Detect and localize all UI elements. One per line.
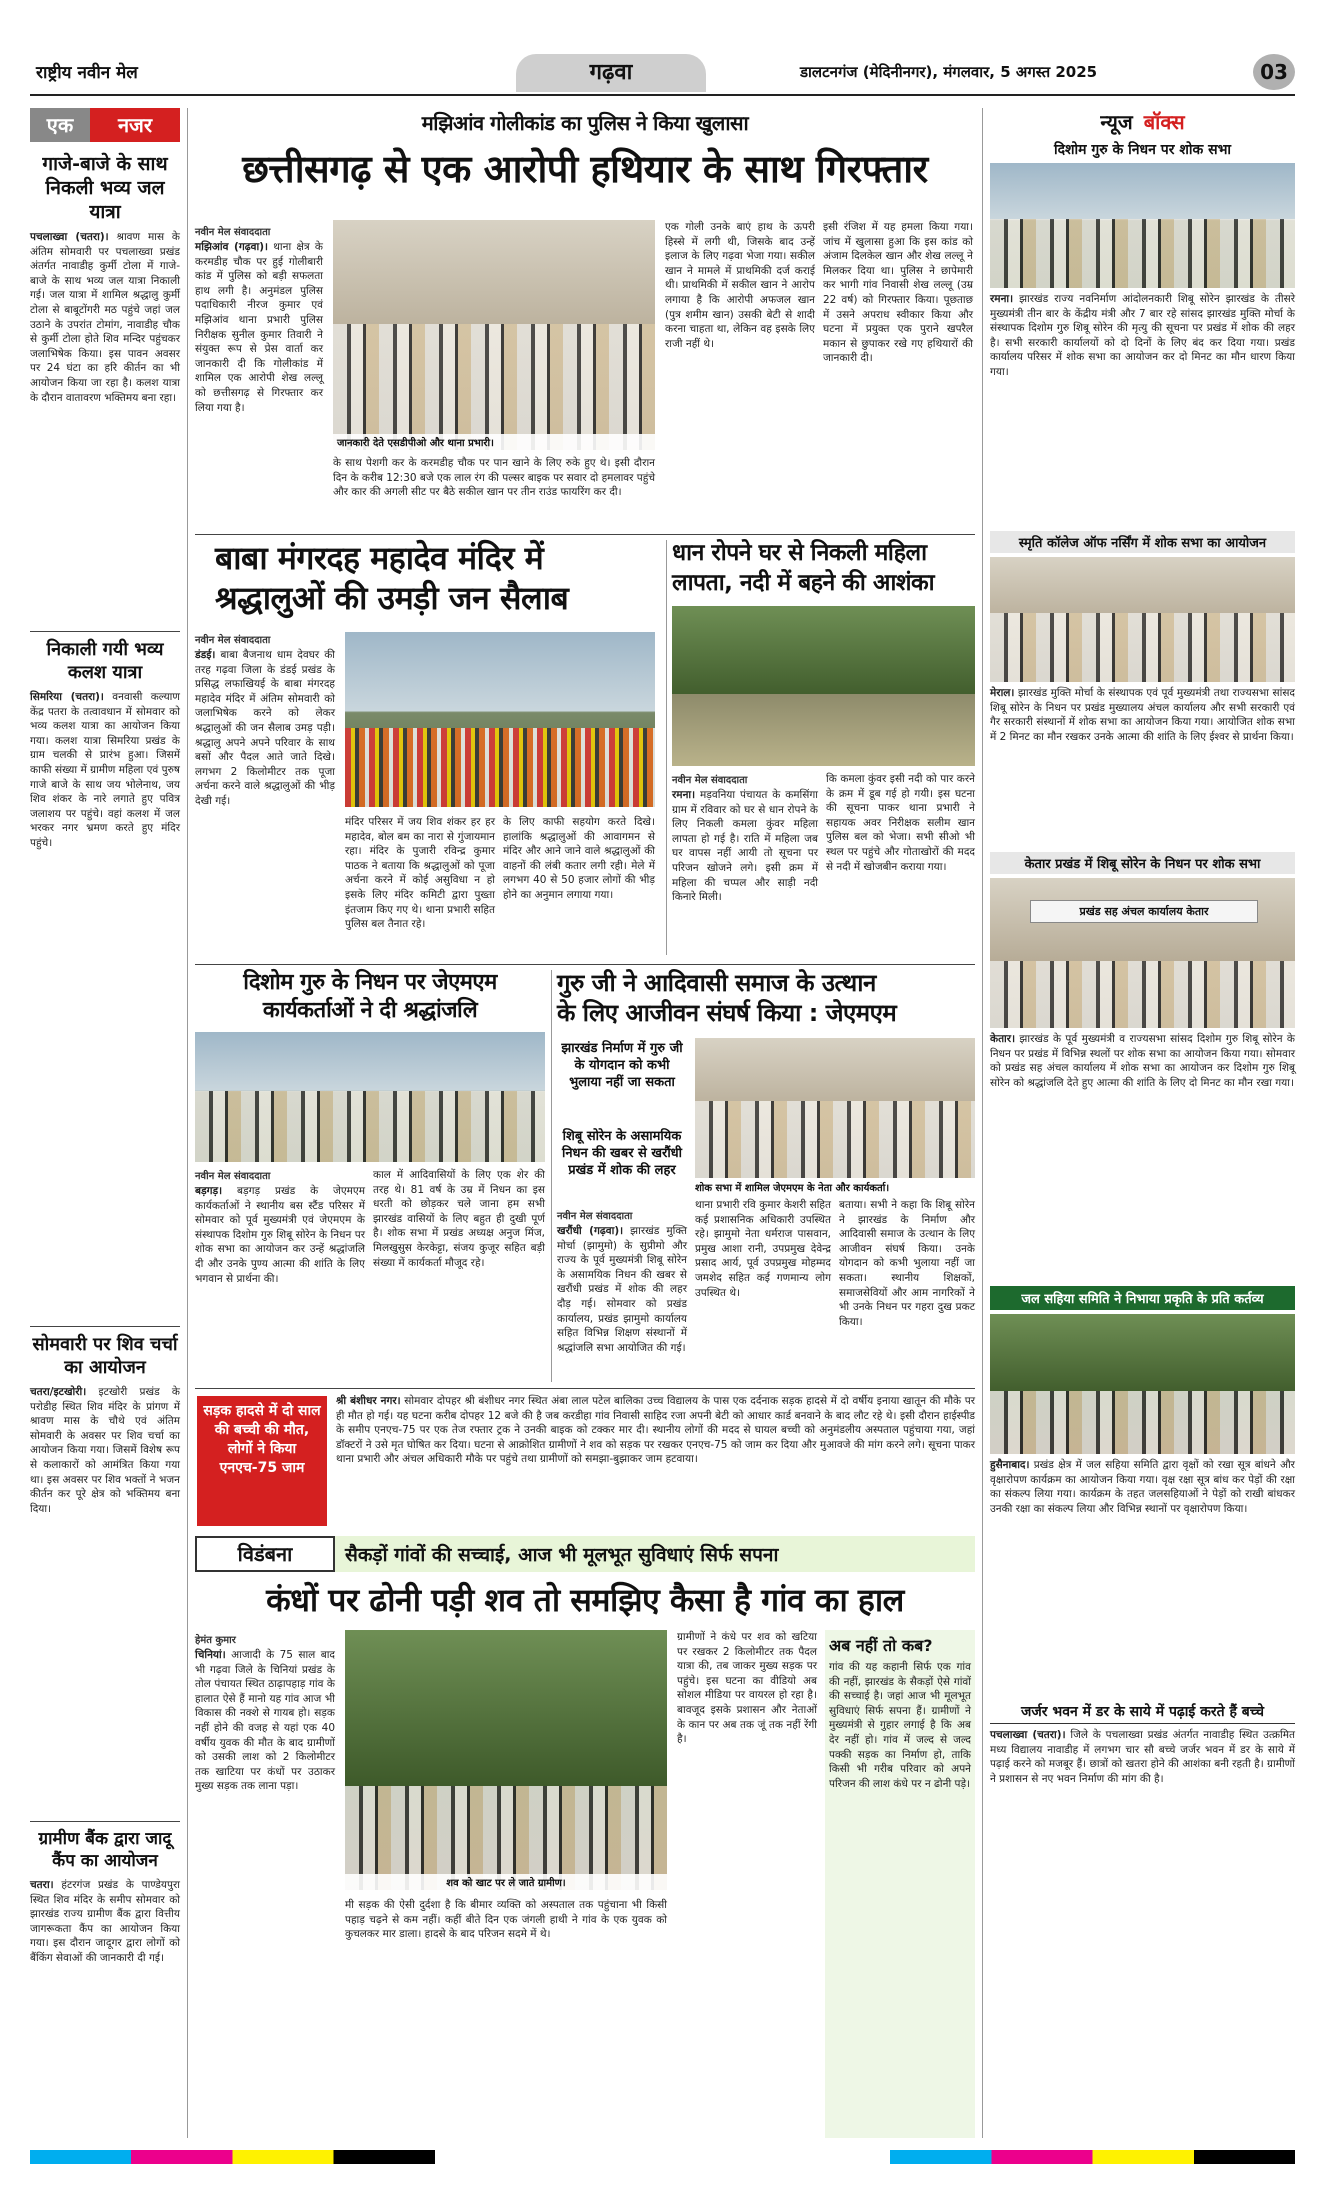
disom-headline-1: दिशोम गुरु के निधन पर जेएमएम	[243, 970, 497, 995]
news-box-column	[990, 108, 1299, 2143]
news-box-item-4	[990, 1286, 1299, 1698]
lead-story	[195, 108, 975, 528]
disom-headline-2: कार्यकर्ताओं ने दी श्रद्धांजलि	[262, 998, 478, 1023]
ek-nazar-story-1	[30, 152, 184, 625]
vidambana-col-3: ग्रामीणों ने कंधे पर शव को खटिया पर रखकर 2 किलोमीटर तक पैदल यात्रा की, तब जाकर मुख्य सड़क पर पहुंचे। इस घटना का वीडियो अब सोशल मीडिया पर वायरल हो रहा है। बावजूद इसके प्रशासन और नेताओं के कान पर अब तक जूं तक नहीं रेंगी है।	[677, 1631, 821, 1746]
ab-nahi-box	[825, 1630, 975, 2138]
accident-body: श्री बंशीधर नगर। सोमवार दोपहर श्री बंशीधर नगर स्थित अंबा लाल पटेल बालिका उच्च विद्यालय के पास एक दर्दनाक सड़क हादसे में दो वर्षीय इनाया खातून की मौके पर ही मौत हो गई। यह घटना करीब दोपहर 12 बजे की है जब करडीहा गांव निवासी साहिद रजा अपनी बेटी को आधार कार्ड बनवाने के बाद लौट रहे थे। इसी दौरान हाईस्पीड के समीप एनएच-75 पर एक तेज रफ्तार ट्रक ने उनकी बाइक को टक्कर मार दी। स्थानीय लोगों की मदद से घायल बच्ची को अनुमंडलीय अस्पताल पहुंचाया गया, जहां डॉक्टरों ने उसे मृत घोषित कर दिया। घटना से आक्रोशित ग्रामीणों ने शव को सड़क पर रखकर एनएच-75 को जाम कर दिया और मुआवजे की मांग करने लगे। सूचना पाकर थाना प्रभारी और अंचल अधिकारी मौके पर पहुंचे तथा ग्रामीणों को समझा-बुझाकर जाम हटवाया।	[336, 1395, 979, 1466]
office-sign: प्रखंड सह अंचल कार्यालय केतार	[1030, 900, 1258, 923]
item-title: जल सहिया समिति ने निभाया प्रकृति के प्रति कर्तव्य	[990, 1286, 1295, 1310]
guruji-col-3: बताया। सभी ने कहा कि शिबू सोरेन ने झारखंड के निर्माण और आदिवासी समाज के उत्थान के लिए आजीवन संघर्ष किया। उनके योगदान को कभी भुलाया नहीं जा सकता। स्थानीय शिक्षकों, समाजसेवियों और आम नागरिकों ने भी उनके निधन पर गहरा दुख प्रकट किया।	[839, 1199, 979, 1328]
guruji-headline-1: गुरु जी ने आदिवासी समाज के उत्थान	[557, 969, 876, 997]
vidambana-kicker: सैकड़ों गांवों की सच्चाई, आज भी मूलभूत सुविधाएं सिर्फ सपना	[345, 1544, 779, 1566]
news-box-tag	[990, 108, 1295, 140]
dhaan-headline-2: लापता, नदी में बहने की आशंका	[672, 570, 935, 596]
item-body: हुसैनाबाद। प्रखंड क्षेत्र में जल सहिया समिति द्वारा वृक्षों को रखा सूत्र बांधने और वृक्षारोपण कार्यक्रम का आयोजन किया गया। वृक्ष रक्षा सूत्र बांध कर पेड़ों की रक्षा का संकल्प लिया गया। कार्यक्रम के तहत जलसहियाओं ने पेड़ों को राखी बांधकर उनकी रक्षा का संकल्प लिया और विभिन्न स्थानों पर वृक्षारोपण किया।	[990, 1459, 1299, 1515]
ek-nazar-tag-left: एक	[30, 108, 90, 142]
vidambana-story	[195, 1630, 975, 2140]
story-body: पचलाख्वा (चतरा)। श्रावण मास के अंतिम सोमवारी पर पचलाख्वा प्रखंड अंतर्गत नावाडीह कुर्मी टोला में गाजे-बाजे के साथ भव्य जल यात्रा निकाली गई। जल यात्रा में शामिल श्रद्धालु कुर्मी टोला से बाबूटोंगरी मठ पहुंचे जहां जल उठाने के उपरांत टोमांग, नावाडीह चौक से कुर्मी टोला होते शिव मन्दिर पहुंचकर जलाभिषेक किया। इस पावन अवसर पर 24 घंटा का हरि कीर्तन का भी आयोजन किया जा रहा है। कलश यात्रा के दौरान वातावरण भक्तिमय बना रहा।	[30, 231, 184, 404]
guruji-col-2: थाना प्रभारी रवि कुमार केशरी सहित कई प्रशासनिक अधिकारी उपस्थित रहे। झामुमो नेता धर्मराज पासवान, प्रमुख आशा रानी, उपप्रमुख देवेन्द्र प्रसाद आर्य, पूर्व उपप्रमुख मोहम्मद जमशेद सहित कई गणमान्य लोग उपस्थित थे।	[695, 1199, 835, 1299]
dhaan-photo	[672, 606, 975, 766]
ek-nazar-story-2	[30, 638, 184, 1320]
masthead	[30, 52, 1295, 96]
dhaan-story	[672, 540, 979, 960]
guruji-headline-2: के लिए आजीवन संघर्ष किया : जेएमएम	[557, 999, 897, 1027]
guruji-photo-caption: शोक सभा में शामिल जेएमएम के नेता और कार्यकर्ता।	[695, 1183, 890, 1194]
news-box-tag-right: बॉक्स	[1143, 110, 1185, 134]
page-number: 03	[1260, 60, 1288, 84]
lead-byline: नवीन मेल संवाददाता	[195, 227, 271, 238]
page-number-badge	[1253, 54, 1295, 90]
news-box-item-2	[990, 531, 1299, 848]
baba-col-1: डंडई। बाबा बैजनाथ धाम देवघर की तरह गढ़वा जिला के डंडई प्रखंड के प्रसिद्ध लफाखियई के बाबा मंगरदह महादेव मंदिर में अंतिम सोमवारी को जलाभिषेक करने को लेकर श्रद्धालुओं की जन सैलाब उमड़ पड़ी। श्रद्धालु अपने अपने परिवार के साथ बसों और पैदल आते जाते दिखे। लगभग 2 किलोमीटर तक पूजा अर्चना करने वाले श्रद्धालुओं की भीड़ देखी गई।	[195, 649, 339, 807]
guruji-story	[557, 969, 979, 1385]
vidambana-photo	[345, 1630, 667, 1890]
ek-nazar-tag	[30, 108, 180, 142]
item-photo	[990, 1314, 1295, 1454]
story-body: सिमरिया (चतरा)। वनवासी कल्याण केंद्र पतरा के तत्वावधान में सोमवार को भव्य कलश यात्रा का आयोजन किया गया। कलश यात्रा सिमरिया प्रखंड के ग्राम चलकी से प्रारंभ हुआ। जिसमें काफी संख्या में ग्रामीण महिला एवं पुरुष गाजे बाजे के साथ जय भोलेनाथ, जय शिव शंकर के नारे लगाते हुए पवित्र जलाशय पर पहुंचे। वहां कलश में जल भरकर नगर भ्रमण करते हुए मंदिर पहुंचे।	[30, 691, 184, 849]
guruji-col-1: खरौंधी (गढ़वा)। झारखंड मुक्ति मोर्चा (झामुमो) के सुप्रीमो और राज्य के पूर्व मुख्यमंत्री शिबू सोरेन के असामयिक निधन की खबर से खरौंधी प्रखंड में शोक की लहर दौड़ गई। सोमवार को प्रखंड कार्यालय, प्रखंड झामुमो कार्यालय सहित विभिन्न शिक्षण संस्थानों में श्रद्धांजलि सभा आयोजित की गई।	[557, 1225, 691, 1354]
disom-photo	[195, 1032, 545, 1162]
vidambana-col-1: चिनियां। आजादी के 75 साल बाद भी गढ़वा जिले के चिनियां प्रखंड के तोल पंचायत स्थित ठाढ़ापहाड़ गांव के हालात ऐसे हैं मानो यह गांव आज भी विकास की नक्शे से गायब हो। सड़क नहीं होने की वजह से यहां एक 40 वर्षीय युवक की मौत के बाद ग्रामीणों को उसकी लाश को 2 किलोमीटर तक खाटिया पर कंधों पर उठाकर मुख्य सड़क तक लाना पड़ा।	[195, 1649, 339, 1793]
guruji-pull-2: शिबू सोरेन के असामयिक निधन की खबर से खरौंधी प्रखंड में शोक की लहर	[561, 1129, 683, 1178]
baba-story	[195, 540, 660, 960]
baba-byline: नवीन मेल संवाददाता	[195, 635, 271, 646]
disom-col-2: काल में आदिवासियों के लिए एक शेर की तरह थे। 81 वर्ष के उम्र में निधन का इस धरती को छोड़कर चले जाना हम सभी झारखंड वासियों के लिए बहुत ही दुखी पूर्ण है। शोक सभा में प्रखंड अध्यक्ष अनुज मिंज, मिलखुसुस केरकेट्टा, संजय कुजूर सहित बड़ी संख्या में कार्यकर्ता मौजूद रहे।	[373, 1169, 549, 1269]
lead-kicker: मझिआंव गोलीकांड का पुलिस ने किया खुलासा	[421, 111, 749, 135]
vidambana-headline: कंधों पर ढोनी पड़ी शव तो समझिए कैसा है गांव का हाल	[266, 1581, 904, 1619]
accident-title: सड़क हादसे में दो साल की बच्ची की मौत, लोगों ने किया एनएच-75 जाम	[203, 1403, 321, 1476]
story-title: ग्रामीण बैंक द्वारा जादू कैंप का आयोजन	[38, 1829, 172, 1871]
disom-story	[195, 970, 549, 1385]
item-photo	[990, 557, 1295, 682]
vidambana-byline: हेमंत कुमार	[195, 1635, 236, 1646]
dhaan-byline: नवीन मेल संवाददाता	[672, 775, 748, 786]
story-title: सोमवारी पर शिव चर्चा का आयोजन	[32, 1334, 178, 1378]
vidambana-tag: विडंबना	[195, 1536, 335, 1572]
item-photo	[990, 163, 1295, 288]
guruji-pull-1: झारखंड निर्माण में गुरु जी के योगदान को कभी भुलाया नहीं जा सकता	[561, 1041, 683, 1090]
story-title: गाजे-बाजे के साथ निकली भव्य जल यात्रा	[42, 153, 168, 223]
dhaan-headline-1: धान रोपने घर से निकली महिला	[672, 540, 927, 566]
story-body: चतरा। हंटरगंज प्रखंड के पाण्डेयपुरा स्थित शिव मंदिर के समीप सोमवार को झारखंड राज्य ग्रामीण बैंक द्वारा वित्तीय जागरूकता कैंप का आयोजन किया गया। इस दौरान जादूगर द्वारा लोगों को बैंकिंग सेवाओं की जानकारी दी गई।	[30, 1879, 184, 1964]
item-photo	[990, 878, 1295, 1028]
dhaan-col-1: रमना। मड़वनिया पंचायत के कमसिंगा ग्राम में रविवार को घर से धान रोपने के लिए निकली कमला कुंवर महिला लापता हो गई है। राति में महिला जब घर वापस नहीं आयी तो सूचना पर परिजन खोजने लगे। इसी क्रम में महिला की चप्पल और साड़ी नदी किनारे मिली।	[672, 789, 822, 904]
news-box-item-5	[990, 1702, 1299, 1943]
baba-headline-1: बाबा मंगरदह महादेव मंदिर में	[215, 539, 544, 577]
masthead-dateline: डालटनगंज (मेदिनीनगर), मंगलवार, 5 अगस्त 2025	[800, 63, 1098, 81]
item-title: जर्जर भवन में डर के साये में पढ़ाई करते हैं बच्चे	[990, 1702, 1295, 1724]
print-color-bar	[30, 2150, 1295, 2164]
lead-photo	[333, 220, 655, 450]
disom-byline: नवीन मेल संवाददाता	[195, 1171, 271, 1182]
lead-col-3: एक गोली उनके बाएं हाथ के ऊपरी हिस्से में लगी थी, जिसके बाद उन्हें इलाज के लिए गढ़वा भेजा गया। सकील खान ने मामले में प्राथमिकी दर्ज कराई थी। प्राथमिकी में सकील खान ने आरोप लगाया है कि आरोपी अफजल खान (पुत्र शमीम खान) उसकी बेटी से शादी करना चाहता था, लेकिन वह इसके लिए राजी नहीं थे।	[665, 221, 819, 350]
photo-caption: शव को खाट पर ले जाते ग्रामीण।	[345, 1874, 667, 1890]
item-title: दिशोम गुरु के निधन पर शोक सभा	[1053, 142, 1232, 158]
baba-photo	[345, 632, 655, 807]
accident-title-box	[197, 1396, 327, 1526]
section-tab	[516, 54, 706, 92]
section-name: गढ़वा	[589, 60, 633, 85]
lead-col-1: मझिआंव (गढ़वा)। थाना क्षेत्र के करमडीह चौक पर हुई गोलीबारी कांड में पुलिस को बड़ी सफलता हाथ लगी है। अनुमंडल पुलिस पदाधिकारी नीरज कुमार एवं मझिआंव थाना प्रभारी पुलिस निरीक्षक सुनील कुमार तिवारी ने संयुक्त रूप से प्रेस वार्ता कर जानकारी दी कि गोलीकांड में शामिल एक आरोपी शेख लल्लू को छत्तीसगढ़ से गिरफ्तार कर लिया गया है।	[195, 241, 327, 414]
item-body: रमना। झारखंड राज्य नवनिर्माण आंदोलनकारी शिबू सोरेन झारखंड के तीसरे मुख्यमंत्री तीन बार के केंद्रीय मंत्री और 7 बार रहे सांसद झारखंड मुक्ति मोर्चा के संस्थापक दिशोम गुरु शिबू सोरेन की मृत्यु की सूचना पर प्रखंड में शोक की लहर है। सभी सरकारी कार्यालयों को दो दिनों के लिए बंद कर दिया गया। प्रखंड कार्यालय परिसर में शोक सभा का आयोजन कर दो मिनट का मौन धारण किया गया।	[990, 293, 1299, 378]
baba-col-3: के लिए काफी सहयोग करते दिखे। हालांकि श्रद्धालुओं की आवागमन से मंदिर और आने जाने वाले श्रद्धालुओं की वाहनों की लंबी कतार लगी रही। मेले में लगभग 40 से 50 हजार लोगों की भीड़ होने का अनुमान लगाया गया।	[503, 816, 659, 901]
baba-headline-2: श्रद्धालुओं की उमड़ी जन सैलाब	[215, 579, 569, 617]
guruji-byline: नवीन मेल संवाददाता	[557, 1211, 633, 1222]
ek-nazar-story-3	[30, 1333, 184, 1815]
item-body: पचलाख्वा (चतरा)। जिले के पचलाख्वा प्रखंड अंतर्गत नावाडीह स्थित उत्क्रमित मध्य विद्यालय नावाडीह में लगभग चार सौ बच्चे जर्जर भवन में डर के साये में पढ़ाई करने को मजबूर हैं। छात्रों को खतरा होने की आशंका बनी रहती है। ग्रामीणों ने प्रशासन से नए भवन निर्माण की मांग की है।	[990, 1729, 1299, 1785]
lead-headline: छत्तीसगढ़ से एक आरोपी हथियार के साथ गिरफ्तार	[242, 147, 928, 191]
dhaan-col-2: कि कमला कुंवर इसी नदी को पार करने के क्रम में डूब गई हो गयी। इस घटना की सूचना पाकर थाना प्रभारी ने सहायक अवर निरीक्षक सलीम खान पुलिस बल को भेजा। सभी सीओ भी स्थल पर पहुंचे और गोताखोरों की मदद से नदी में खोजबीन कराया गया।	[826, 773, 979, 873]
item-title: केतार प्रखंड में शिबू सोरेन के निधन पर शोक सभा	[990, 852, 1295, 874]
disom-col-1: बड़गड़। बड़गड़ प्रखंड के जेएमएम कार्यकर्ताओं ने स्थानीय बस स्टैंड परिसर में सोमवार को पूर्व मुख्यमंत्री एवं जेएमएम के संस्थापक दिशोम गुरु शिबू सोरेन के निधन पर शोक सभा का आयोजन कर उन्हें श्रद्धांजलि दी और उनके पुण्य आत्मा की शांति के लिए भगवान से प्रार्थना की।	[195, 1185, 369, 1285]
news-box-item-3	[990, 852, 1299, 1282]
lead-col-2: के साथ पेशगी कर के करमडीह चौक पर पान खाने के लिए रुके हुए थे। इसी दौरान दिन के करीब 12:30 बजे एक लाल रंग की पल्सर बाइक पर सवार दो हमलावर पहुंचे और कार की अगली सीट पर बैठे सकील खान पर तीन राउंड फायरिंग कर दी।	[333, 457, 659, 499]
ab-nahi-title: अब नहीं तो कब?	[829, 1636, 933, 1655]
paper-name: राष्ट्रीय नवीन मेल	[36, 63, 138, 83]
guruji-photo	[695, 1038, 975, 1178]
item-title: स्मृति कॉलेज ऑफ नर्सिंग में शोक सभा का आयोजन	[990, 531, 1295, 553]
item-body: केतार। झारखंड के पूर्व मुख्यमंत्री व राज्यसभा सांसद दिशोम गुरु शिबू सोरेन के निधन पर प्रखंड में विभिन्न स्थलों पर शोक सभा का आयोजन किया गया। सोमवार को प्रखंड सह अंचल कार्यालय में शोक सभा का आयोजन कर दिशोम गुरु शिबू सोरेन को श्रद्धांजलि देते हुए आत्मा की शांति के लिए दो मिनट का मौन रखा गया।	[990, 1033, 1299, 1089]
story-body: चतरा/इटखोरी। इटखोरी प्रखंड के परोडीह स्थित शिव मंदिर के प्रांगण में श्रावण मास के चौथे एवं अंतिम सोमवारी के अवसर पर शिव चर्चा का आयोजन किया गया। जिसमें विशेष रूप से कलाकारों को आमंत्रित किया गया था। इस अवसर पर शिव भक्तों ने भजन कीर्तन कर पूरे क्षेत्र को भक्तिमय बना दिया।	[30, 1386, 184, 1515]
vidambana-banner	[195, 1536, 975, 1572]
item-body: मेराल। झारखंड मुक्ति मोर्चा के संस्थापक एवं पूर्व मुख्यमंत्री तथा राज्यसभा सांसद शिबू सोरेन के निधन पर प्रखंड मुख्यालय अंचल कार्यालय और सभी सरकारी एवं गैर सरकारी संस्थानों में शोक सभा का आयोजन किया गया। आयोजित शोक सभा में 2 मिनट का मौन रखकर उनके आत्मा की शांति के लिए ईश्वर से प्रार्थना किया।	[990, 687, 1299, 743]
ek-nazar-tag-right: नजर	[90, 108, 180, 142]
story-title: निकाली गयी भव्य कलश यात्रा	[46, 639, 164, 683]
news-box-tag-left: न्यूज	[1100, 110, 1133, 134]
vidambana-col-2: मी सड़क की ऐसी दुर्दशा है कि बीमार व्यक्ति को अस्पताल तक पहुंचाना भी किसी पहाड़ चढ़ने से कम नहीं। कहीं बीते दिन एक जंगली हाथी ने गांव के एक युवक को कुचलकर मार डाला। हादसे के बाद परिजन सदमे में थे।	[345, 1899, 671, 1941]
baba-col-2: मंदिर परिसर में जय शिव शंकर हर हर महादेव, बोल बम का नारा से गुंजायमान रहा। मंदिर के पुजारी रविन्द्र कुमार पाठक ने बताया कि श्रद्धालुओं को पूजा अर्चना करने में कोई असुविधा न हो इसके लिए मंदिर कमिटी द्वारा पुख्ता इंतजाम किए गए थे। थाना प्रभारी सहित पुलिस बल तैनात रहे।	[345, 816, 499, 931]
ab-nahi-text: गांव की यह कहानी सिर्फ एक गांव की नहीं, झारखंड के सैकड़ों ऐसे गांवों की सच्चाई है। जहां आज भी मूलभूत सुविधाएं सिर्फ सपना हैं। ग्रामीणों ने मुख्यमंत्री से गुहार लगाई है कि अब देर नहीं हो। गांव में जल्द से जल्द पक्की सड़क का निर्माण हो, ताकि किसी भी गरीब परिवार को अपने परिजन की लाश कंधे पर न ढोनी पड़े।	[829, 1661, 975, 1790]
photo-caption: जानकारी देते एसडीपीओ और थाना प्रभारी।	[333, 434, 655, 450]
ek-nazar-column	[30, 108, 184, 2143]
news-box-item-1	[990, 140, 1299, 527]
lead-col-4: इसी रंजिश में यह हमला किया गया। जांच में खुलासा हुआ कि इस कांड को अंजाम दिलकेल खान और शेख लल्लू ने मिलकर दिया था। पुलिस ने छापेमारी कर भागी गांव निवासी शेख लल्लू (उम्र 22 वर्ष) को गिरफ्तार किया। पूछताछ में उसने अपराध स्वीकार किया और घटना में प्रयुक्त एक पुराने खपरैल मकान से छुपाकर रखे गए हथियारों की जानकारी दी।	[823, 221, 977, 365]
